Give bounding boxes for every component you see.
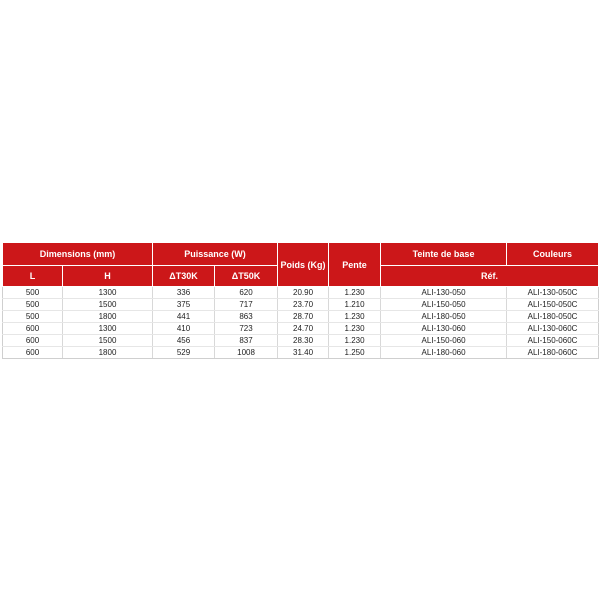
cell-H: 1800 (63, 311, 153, 323)
cell-ref-base: ALI-180-060 (381, 347, 507, 359)
cell-H: 1500 (63, 335, 153, 347)
cell-H: 1500 (63, 299, 153, 311)
cell-L: 600 (3, 323, 63, 335)
cell-dt30k: 529 (153, 347, 215, 359)
cell-ref-couleur: ALI-150-060C (507, 335, 599, 347)
cell-dt30k: 410 (153, 323, 215, 335)
cell-H: 1800 (63, 347, 153, 359)
cell-ref-base: ALI-150-060 (381, 335, 507, 347)
cell-ref-couleur: ALI-180-060C (507, 347, 599, 359)
cell-H: 1300 (63, 323, 153, 335)
table-body (3, 287, 599, 359)
cell-pente: 1.250 (329, 347, 381, 359)
cell-pente: 1.230 (329, 311, 381, 323)
cell-pente: 1.230 (329, 335, 381, 347)
header-couleurs: Couleurs (507, 243, 599, 266)
header-dt30k: ΔT30K (153, 266, 215, 287)
cell-poids: 20.90 (278, 287, 329, 299)
cell-ref-base: ALI-180-050 (381, 311, 507, 323)
cell-poids: 31.40 (278, 347, 329, 359)
spec-table-container (2, 242, 598, 359)
cell-pente: 1.230 (329, 287, 381, 299)
spec-table (2, 242, 599, 359)
cell-ref-couleur: ALI-130-050C (507, 287, 599, 299)
cell-H: 1300 (63, 287, 153, 299)
cell-L: 600 (3, 347, 63, 359)
cell-ref-couleur: ALI-150-050C (507, 299, 599, 311)
table-row (3, 323, 599, 335)
header-pente: Pente (329, 243, 381, 287)
table-row (3, 299, 599, 311)
cell-ref-base: ALI-150-050 (381, 299, 507, 311)
header-teinte-de-base: Teinte de base (381, 243, 507, 266)
cell-ref-base: ALI-130-060 (381, 323, 507, 335)
cell-dt50k: 837 (215, 335, 278, 347)
cell-L: 500 (3, 311, 63, 323)
cell-poids: 28.30 (278, 335, 329, 347)
cell-dt50k: 717 (215, 299, 278, 311)
cell-ref-couleur: ALI-180-050C (507, 311, 599, 323)
header-puissance: Puissance (W) (153, 243, 278, 266)
cell-L: 500 (3, 299, 63, 311)
cell-dt50k: 620 (215, 287, 278, 299)
cell-dt50k: 863 (215, 311, 278, 323)
header-dt50k: ΔT50K (215, 266, 278, 287)
table-row (3, 287, 599, 299)
header-dimensions: Dimensions (mm) (3, 243, 153, 266)
table-header (3, 243, 599, 287)
cell-dt30k: 336 (153, 287, 215, 299)
table-row (3, 335, 599, 347)
cell-poids: 24.70 (278, 323, 329, 335)
cell-L: 600 (3, 335, 63, 347)
cell-pente: 1.210 (329, 299, 381, 311)
cell-dt30k: 456 (153, 335, 215, 347)
header-L: L (3, 266, 63, 287)
table-row (3, 311, 599, 323)
cell-dt30k: 441 (153, 311, 215, 323)
header-H: H (63, 266, 153, 287)
cell-poids: 23.70 (278, 299, 329, 311)
cell-dt30k: 375 (153, 299, 215, 311)
cell-dt50k: 723 (215, 323, 278, 335)
header-poids: Poids (Kg) (278, 243, 329, 287)
cell-ref-base: ALI-130-050 (381, 287, 507, 299)
cell-L: 500 (3, 287, 63, 299)
table-row (3, 347, 599, 359)
cell-pente: 1.230 (329, 323, 381, 335)
cell-dt50k: 1008 (215, 347, 278, 359)
header-ref: Réf. (381, 266, 599, 287)
cell-poids: 28.70 (278, 311, 329, 323)
cell-ref-couleur: ALI-130-060C (507, 323, 599, 335)
